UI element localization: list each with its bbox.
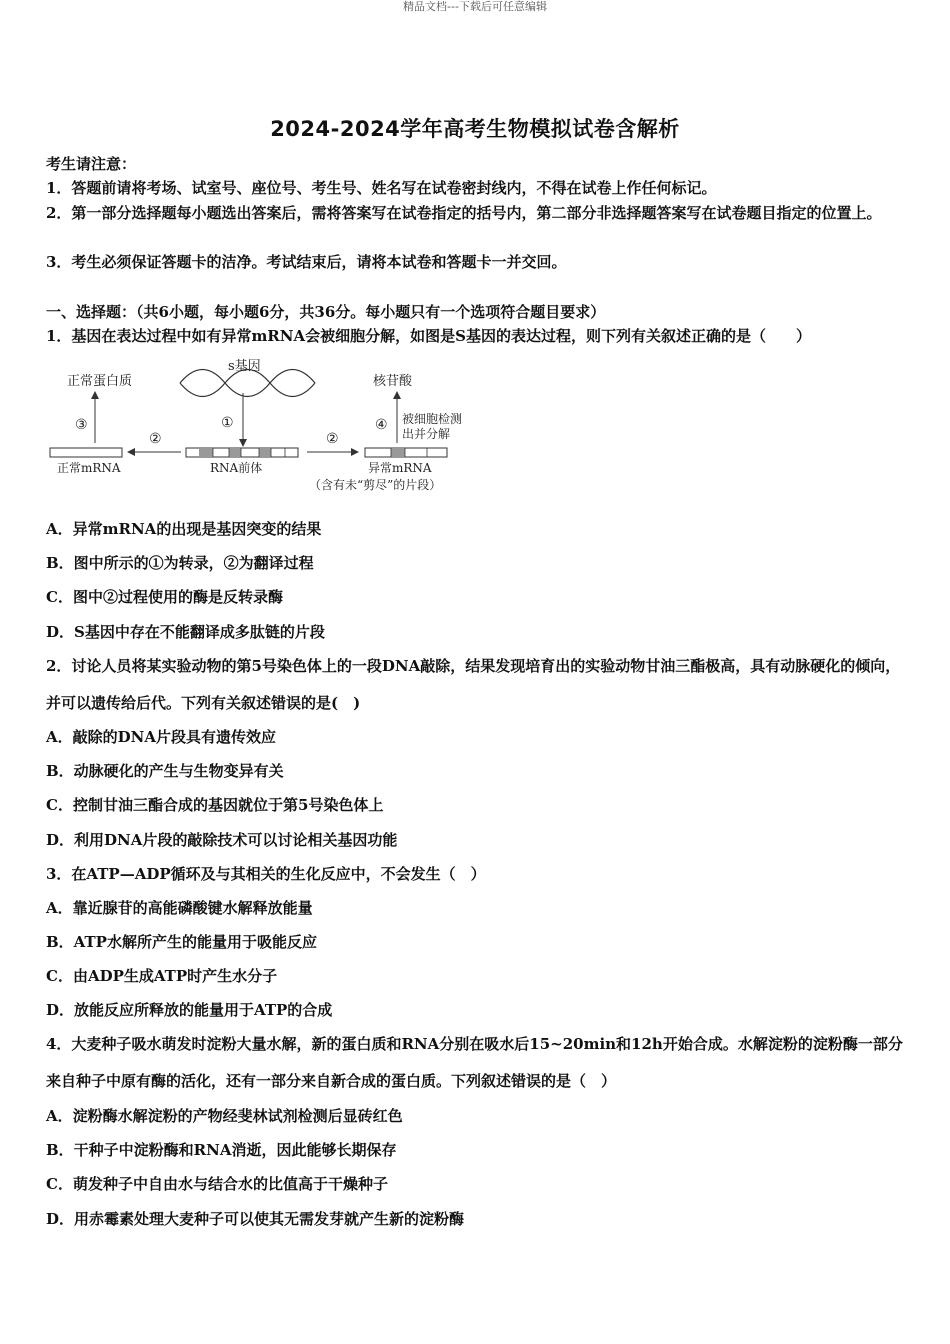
section-heading: 一、选择题：（共6小题，每小题6分，共36分。每小题只有一个选项符合题目要求）: [46, 303, 606, 321]
notice-item-2: 2．第一部分选择题每小题选出答案后，需将答案写在试卷指定的括号内，第二部分非选择题答案写在试卷题目指定的位置上。: [46, 204, 882, 222]
question-2-stem: 2．讨论人员将某实验动物的第5号染色体上的一段DNA敲除，结果发现培育出的实验动物甘油三酯极高，具有动脉硬化的倾向，并可以遗传给后代。下列有关叙述错误的是( ): [46, 657, 901, 712]
arrow-down-icon: [239, 439, 247, 447]
detect-label-line2: 出并分解: [402, 427, 451, 441]
q3-option-d: D．放能反应所释放的能量用于ATP的合成: [46, 1001, 333, 1019]
q1-option-c: C．图中②过程使用的酶是反转录酶: [46, 588, 283, 606]
q4-option-b: B．干种子中淀粉酶和RNA消逝，因此能够长期保存: [46, 1141, 397, 1159]
nucleotide-label: 核苷酸: [373, 374, 413, 389]
q1-option-d: D．S基因中存在不能翻译成多肽链的片段: [46, 623, 325, 641]
question-3-stem: 3．在ATP—ADP循环及与其相关的生化反应中，不会发生（ ）: [46, 865, 486, 883]
abnormal-mrna-label: 异常mRNA: [368, 461, 432, 475]
step-3-label: ③: [75, 417, 88, 433]
q3-option-c: C．由ADP生成ATP时产生水分子: [46, 967, 278, 985]
notice-heading: 考生请注意：: [46, 155, 137, 173]
q3-option-b: B．ATP水解所产生的能量用于吸能反应: [46, 933, 317, 951]
step-4-label: ④: [375, 417, 388, 433]
gene-label: s基因: [228, 359, 261, 374]
detect-label-line1: 被细胞检测: [402, 412, 463, 426]
step-2-left-label: ②: [149, 431, 162, 447]
q4-option-a: A．淀粉酶水解淀粉的产物经斐林试剂检测后显砖红色: [46, 1107, 403, 1125]
q1-option-b: B．图中所示的①为转录，②为翻译过程: [46, 554, 314, 572]
arrow-up-icon-2: [393, 391, 401, 399]
q4-option-d: D．用赤霉素处理大麦种子可以使其无需发芽就产生新的淀粉酶: [46, 1210, 465, 1228]
q2-option-c: C．控制甘油三酯合成的基因就位于第5号染色体上: [46, 796, 384, 814]
normal-mrna-label: 正常mRNA: [57, 461, 121, 475]
arrow-right-icon: [351, 448, 359, 456]
notice-item-3: 3．考生必须保证答题卡的洁净。考试结束后，请将本试卷和答题卡一并交回。: [46, 253, 567, 271]
q1-option-a: A．异常mRNA的出现是基因突变的结果: [46, 520, 322, 538]
abnormal-mrna-note: （含有未“剪尽”的片段）: [309, 478, 442, 492]
arrow-up-icon: [91, 391, 99, 399]
abnormal-mrna-bar: [365, 448, 447, 457]
question-1-stem: 1．基因在表达过程中如有异常mRNA会被细胞分解，如图是S基因的表达过程，则下列有关叙述正确的是（ ）: [46, 327, 811, 345]
normal-mrna-bar: [50, 448, 122, 457]
q4-option-c: C．萌发种子中自由水与结合水的比值高于干燥种子: [46, 1175, 388, 1193]
page-title: 2024-2024学年高考生物模拟试卷含解析: [270, 117, 680, 141]
step-1-label: ①: [221, 415, 234, 431]
q2-option-d: D．利用DNA片段的敲除技术可以讨论相关基因功能: [46, 831, 398, 849]
question-4-stem: 4．大麦种子吸水萌发时淀粉大量水解，新的蛋白质和RNA分别在吸水后15~20min和12h开始合成。水解淀粉的淀粉酶一部分来自种子中原有酶的活化，还有一部分来自新合成的蛋白质。下列叙述错误的是（ ）: [46, 1035, 903, 1090]
step-2-right-label: ②: [326, 431, 339, 447]
q2-option-a: A．敲除的DNA片段具有遗传效应: [46, 728, 276, 746]
normal-protein-label: 正常蛋白质: [67, 374, 133, 389]
notice-item-1: 1．答题前请将考场、试室号、座位号、考生号、姓名写在试卷密封线内，不得在试卷上作任何标记。: [46, 179, 717, 197]
rna-precursor-label: RNA前体: [210, 461, 263, 475]
watermark: 精品文档---下载后可任意编辑: [403, 0, 547, 13]
arrow-left-icon: [127, 448, 135, 456]
q2-option-b: B．动脉硬化的产生与生物变异有关: [46, 762, 284, 780]
q3-option-a: A．靠近腺苷的高能磷酸键水解释放能量: [46, 899, 313, 917]
gene-expression-diagram: [45, 355, 485, 500]
